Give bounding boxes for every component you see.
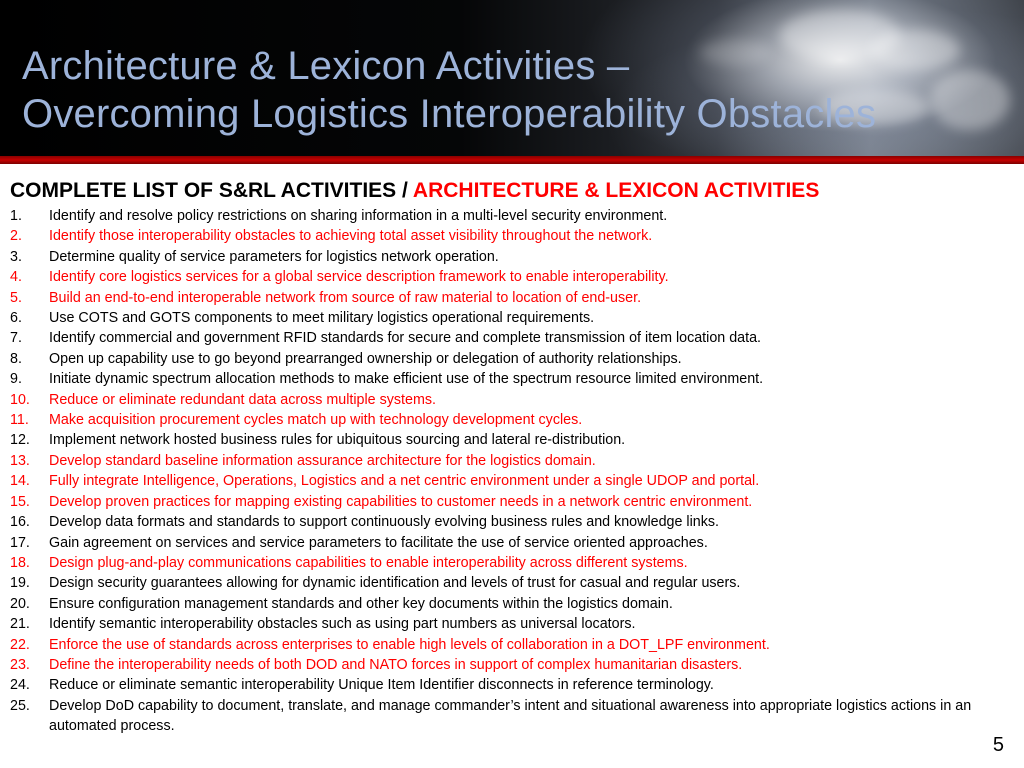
list-item-number: 15. [10,493,30,510]
list-item-text: Identify and resolve policy restrictions on sharing information in a multi-level security environment. [49,208,668,224]
list-item [10,349,1010,369]
list-item-number: 25. [10,697,30,714]
page-title [22,42,876,138]
list-item-text: Define the interoperability needs of both DOD and NATO forces in support of complex humanitarian disasters. [49,656,743,673]
list-item-text: Fully integrate Intelligence, Operations, Logistics and a net centric environment under a single UDOP and portal. [49,473,760,490]
list-item [10,328,1010,348]
list-item [10,369,1010,389]
list-item [10,512,1010,532]
list-item [10,614,1010,634]
list-item [10,390,1010,410]
cloud-decoration [930,70,1010,130]
list-item [10,553,1010,573]
list-item [10,492,1010,512]
list-item-text: Reduce or eliminate redundant data across multiple systems. [49,391,437,408]
page-number: 5 [992,734,1004,756]
list-item-number: 7. [10,330,22,347]
list-item [10,635,1010,655]
list-item-number: 18. [10,554,30,571]
list-item-text: Build an end-to-end interoperable network from source of raw material to location of end-user. [49,289,642,306]
list-item-number: 6. [10,310,22,327]
list-item-number: 8. [10,350,22,367]
list-item-text: Develop DoD capability to document, translate, and manage commander’s intent and situational awareness into appropriate logistics actions in an automated process. [49,697,972,735]
list-item-text: Identify core logistics services for a global service description framework to enable interoperability. [49,269,669,286]
list-item-text: Reduce or eliminate semantic interoperability Unique Item Identifier disconnects in reference terminology. [49,677,714,694]
list-item [10,288,1010,308]
list-item-text: Develop proven practices for mapping existing capabilities to customer needs in a network centric environment. [49,493,753,510]
list-item [10,206,1010,226]
list-item-text: Use COTS and GOTS components to meet military logistics operational requirements. [49,310,595,327]
title-line-2: Overcoming Logistics Interoperability Obstacles [22,92,877,136]
list-item-number: 12. [10,432,30,449]
title-line-1: Architecture & Lexicon Activities – [22,44,630,88]
list-item-text: Identify those interoperability obstacles to achieving total asset visibility throughout the network. [49,228,653,245]
list-item [10,308,1010,328]
header-banner [0,0,1024,157]
list-item-text: Determine quality of service parameters for logistics network operation. [49,248,499,265]
list-item-text: Open up capability use to go beyond prearranged ownership or delegation of authority relationships. [49,350,682,367]
list-item [10,533,1010,553]
list-item-text: Identify commercial and government RFID standards for secure and complete transmission of item location data. [49,330,761,347]
list-item-text: Make acquisition procurement cycles match up with technology development cycles. [49,412,583,429]
list-item-number: 4. [10,269,22,286]
list-item-text: Enforce the use of standards across enterprises to enable high levels of collaboration in a DOT_LPF environment. [49,636,770,653]
list-item [10,247,1010,267]
list-item-number: 11. [10,412,29,429]
list-item-number: 9. [10,371,22,388]
list-item-text: Design plug-and-play communications capabilities to enable interoperability across different systems. [49,554,688,571]
list-item [10,573,1010,593]
list-item-number: 21. [10,616,30,633]
list-item-text: Implement network hosted business rules for ubiquitous sourcing and lateral re-distribution. [49,432,626,449]
list-item-text: Identify semantic interoperability obstacles such as using part numbers as universal locators. [49,616,636,633]
list-item [10,430,1010,450]
list-item-number: 17. [10,534,30,551]
list-item-text: Develop standard baseline information assurance architecture for the logistics domain. [49,452,596,469]
list-item-number: 5. [10,289,22,306]
list-item [10,675,1010,695]
list-item [10,267,1010,287]
list-item [10,696,1010,737]
cloud-decoration [870,30,960,70]
section-heading [10,178,819,204]
list-item-text: Design security guarantees allowing for dynamic identification and levels of trust for casual and regular users. [49,575,741,592]
list-item [10,451,1010,471]
list-item [10,471,1010,491]
list-item-number: 16. [10,514,30,531]
list-item [10,226,1010,246]
list-item-number: 19. [10,575,30,592]
list-item [10,594,1010,614]
list-item-text: Gain agreement on services and service parameters to facilitate the use of service oriented approaches. [49,534,708,551]
activities-list [10,206,1010,737]
list-item-number: 3. [10,248,22,265]
header-divider [0,156,1024,164]
list-item-number: 20. [10,595,30,612]
section-heading-part2: ARCHITECTURE & LEXICON ACTIVITIES [412,179,820,202]
list-item-text: Initiate dynamic spectrum allocation methods to make efficient use of the spectrum resource limited environment. [49,371,764,388]
list-item-number: 14. [10,473,30,490]
list-item-number: 10. [10,391,30,408]
list-item-text: Develop data formats and standards to support continuously evolving business rules and knowledge links. [49,514,719,531]
list-item [10,410,1010,430]
section-heading-part1: COMPLETE LIST OF S&RL ACTIVITIES / [10,179,413,202]
list-item-number: 22. [10,636,30,653]
list-item-number: 24. [10,677,30,694]
list-item-text: Ensure configuration management standards and other key documents within the logistics domain. [49,595,673,612]
list-item [10,655,1010,675]
list-item-number: 23. [10,656,30,673]
list-item-number: 2. [10,228,22,245]
list-item-number: 13. [10,452,30,469]
list-item-number: 1. [10,208,22,224]
